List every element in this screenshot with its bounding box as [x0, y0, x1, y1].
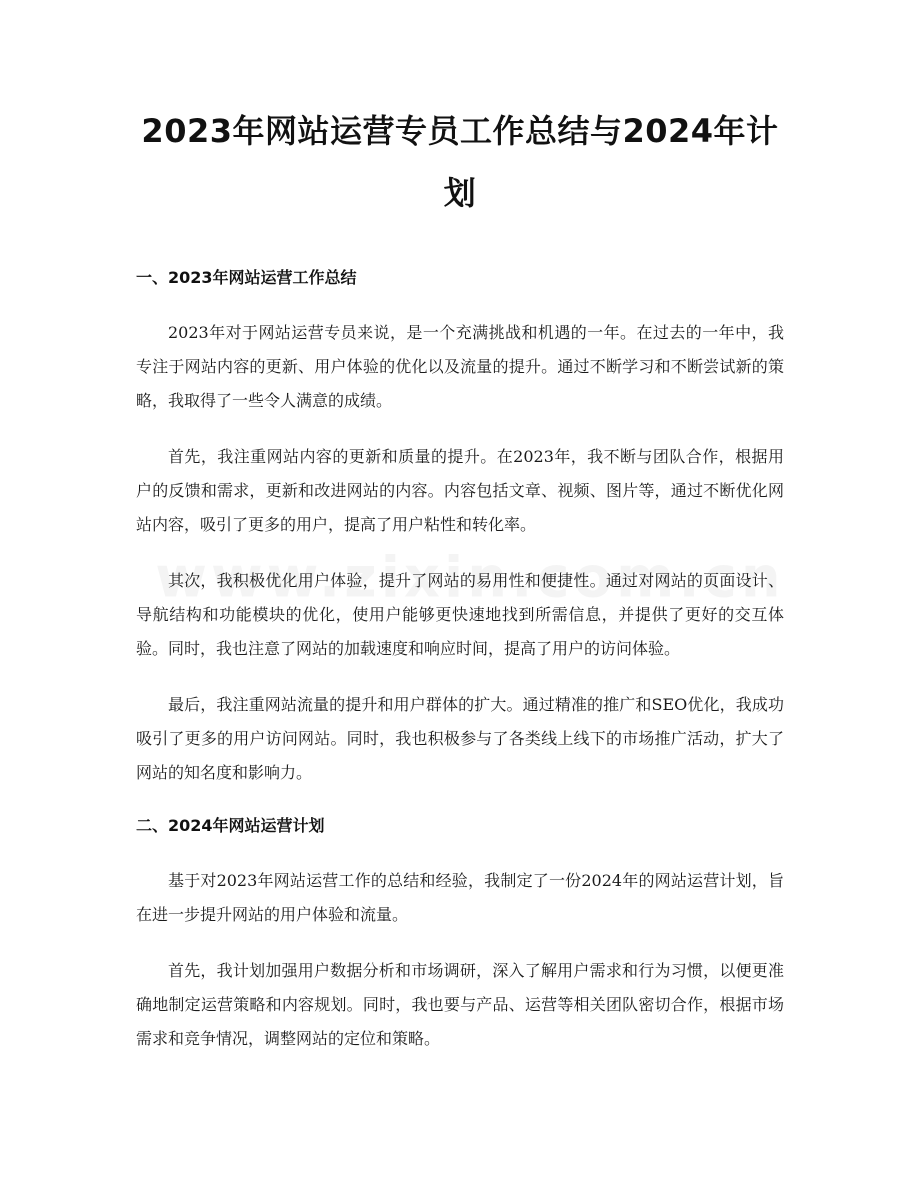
document-title: 2023年网站运营专员工作总结与2024年计划 — [141, 112, 779, 212]
paragraph: 基于对2023年网站运营工作的总结和经验，我制定了一份2024年的网站运营计划，旨在进一步提升网站的用户体验和流量。 — [136, 871, 784, 924]
section-heading-summary: 一、2023年网站运营工作总结 — [136, 268, 357, 287]
section-heading-plan: 二、2024年网站运营计划 — [136, 816, 325, 835]
paragraph: 2023年对于网站运营专员来说，是一个充满挑战和机遇的一年。在过去的一年中，我专注于网站内容的更新、用户体验的优化以及流量的提升。通过不断学习和不断尝试新的策略，我取得了一些令人满意的成绩。 — [136, 323, 784, 410]
paragraph: 其次，我积极优化用户体验，提升了网站的易用性和便捷性。通过对网站的页面设计、导航结构和功能模块的优化，使用户能够更快速地找到所需信息，并提供了更好的交互体验。同时，我也注意了网站的加载速度和响应时间，提高了用户的访问体验。 — [136, 571, 784, 658]
paragraph: 首先，我注重网站内容的更新和质量的提升。在2023年，我不断与团队合作，根据用户的反馈和需求，更新和改进网站的内容。内容包括文章、视频、图片等，通过不断优化网站内容，吸引了更多的用户，提高了用户粘性和转化率。 — [136, 447, 784, 534]
paragraph: 首先，我计划加强用户数据分析和市场调研，深入了解用户需求和行为习惯，以便更准确地制定运营策略和内容规划。同时，我也要与产品、运营等相关团队密切合作，根据市场需求和竞争情况，调整网站的定位和策略。 — [136, 961, 784, 1048]
paragraph: 最后，我注重网站流量的提升和用户群体的扩大。通过精准的推广和SEO优化，我成功吸引了更多的用户访问网站。同时，我也积极参与了各类线上线下的市场推广活动，扩大了网站的知名度和影响力。 — [136, 695, 784, 782]
